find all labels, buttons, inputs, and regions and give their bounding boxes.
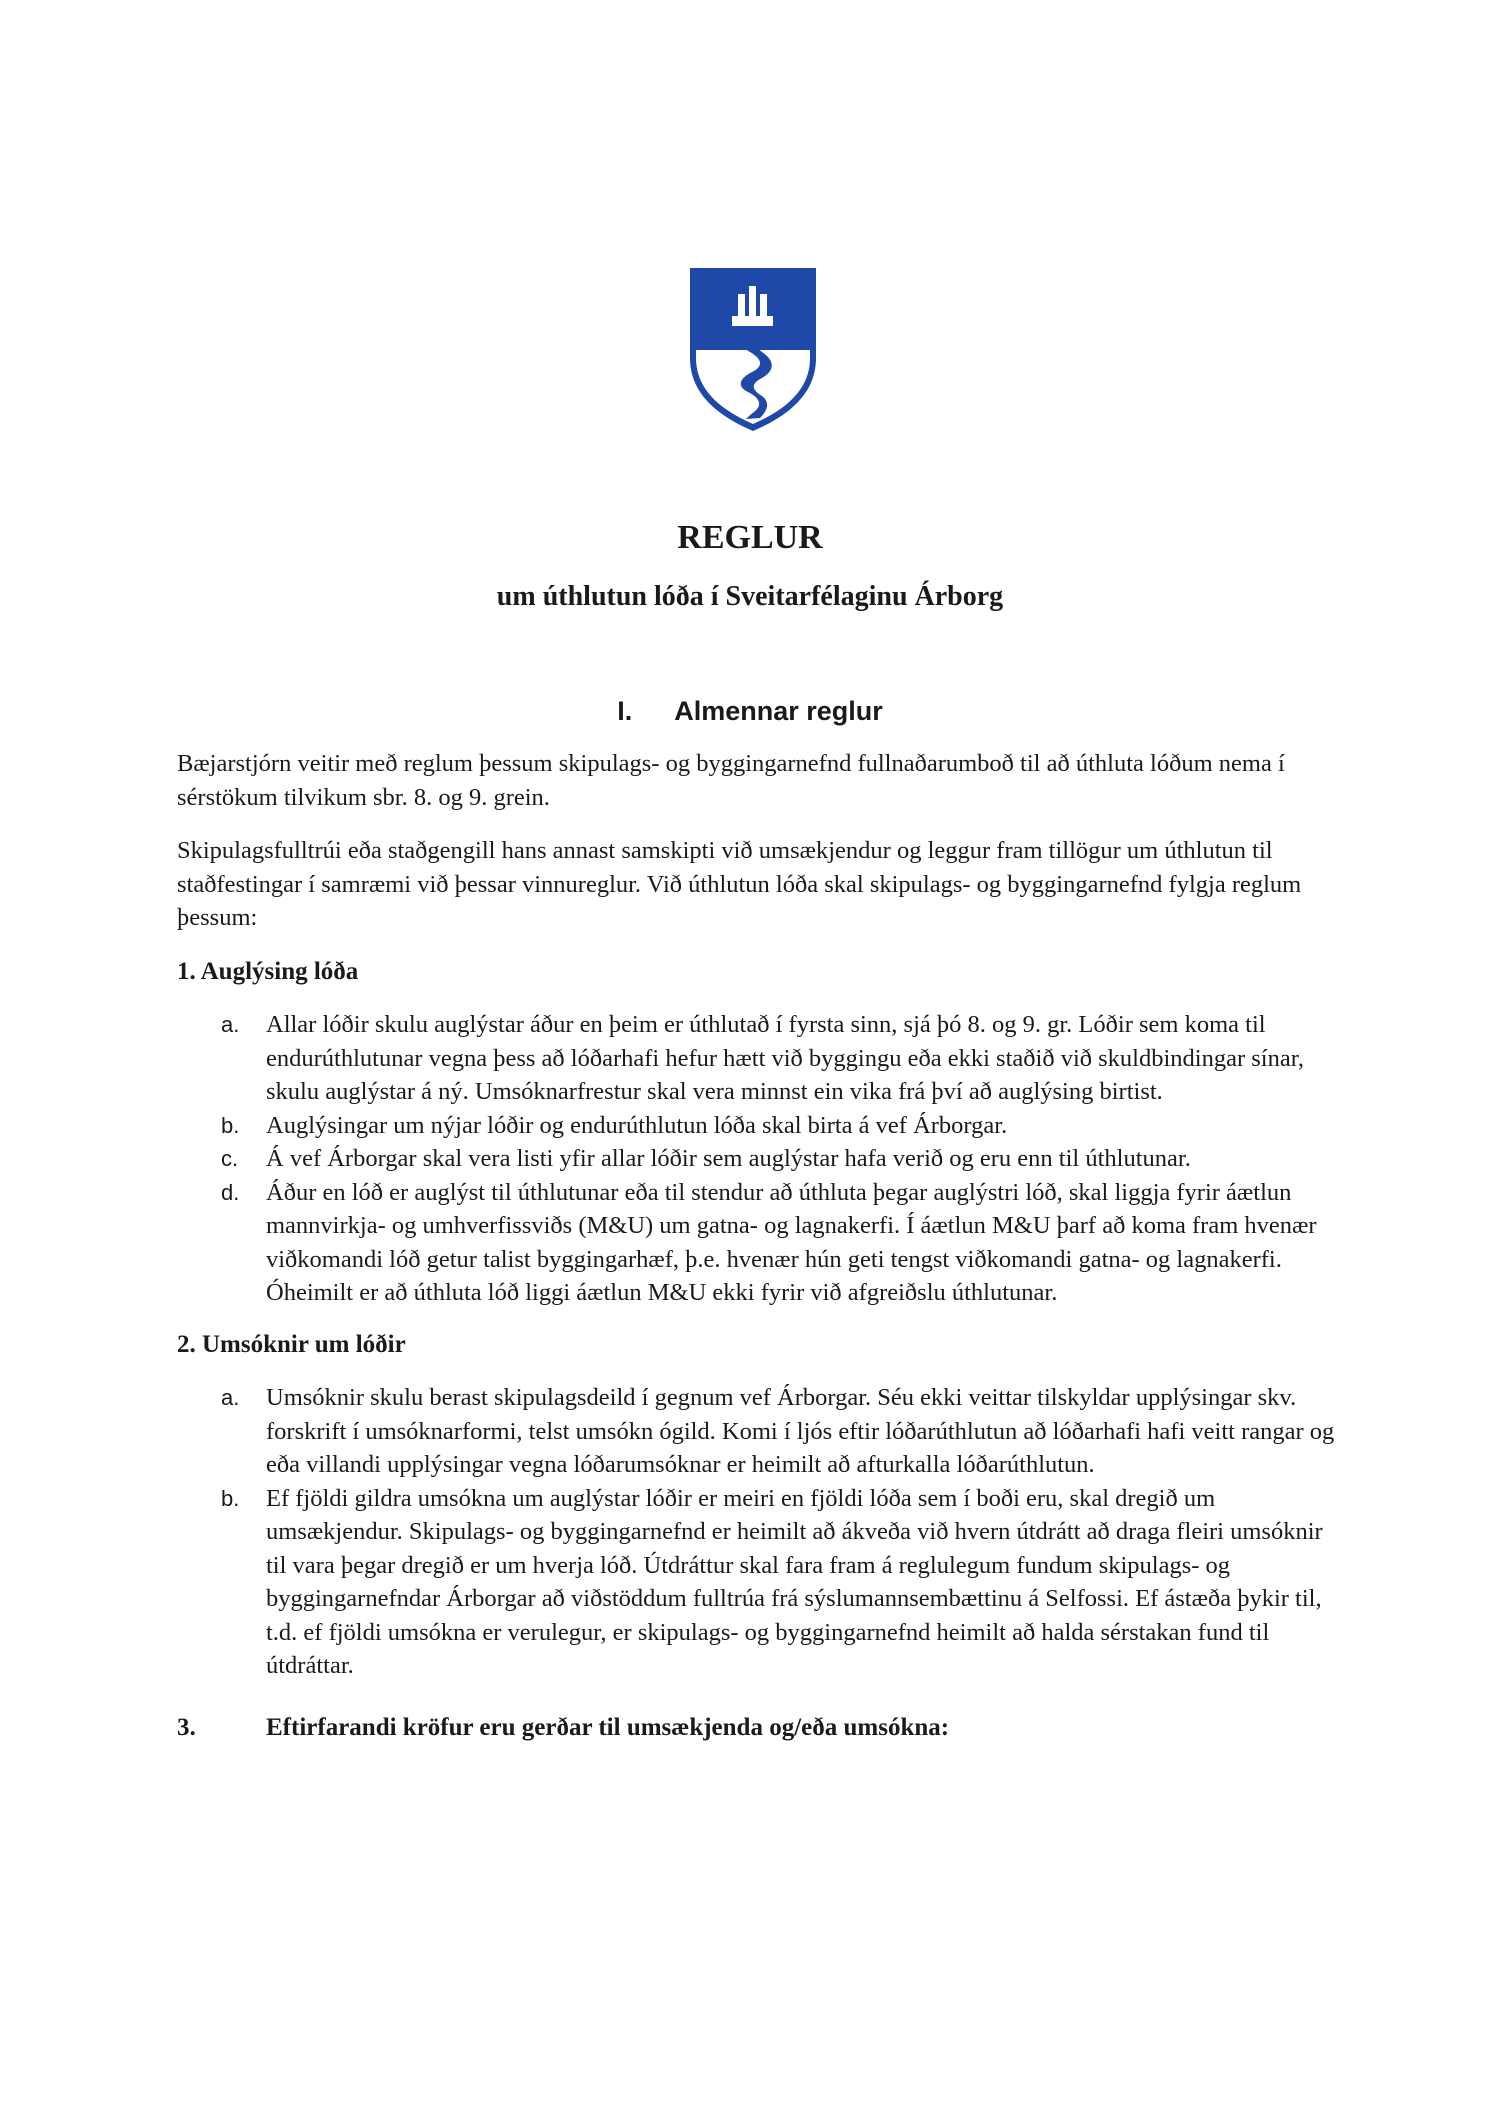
list-item-text: Áður en lóð er auglýst til úthlutunar eða til stendur að úthluta þegar auglýstri lóð, skal liggja fyrir áætlun mannvirkja- og umhverfissviðs (M&U) um gatna- og lagnakerfi. Í áætlun M&U þarf að koma fram hvenær viðkomandi lóð getur talist byggingarhæf, þ.e. hvenær hún geti tengst viðkomandi gatna- og lagnakerfi. Óheimilt er að úthluta lóð liggi áætlun M&U ekki fyrir við afgreiðslu úthlutunar. bbox=[266, 1178, 1317, 1306]
list-item-letter: a. bbox=[221, 1012, 240, 1037]
section-3-heading bbox=[177, 1711, 1337, 1745]
list-item-letter: a. bbox=[221, 1385, 240, 1410]
list-item-text: Umsóknir skulu berast skipulagsdeild í gegnum vef Árborgar. Séu ekki veittar tilskyldar upplýsingar skv. forskrift í umsóknarformi, telst umsókn ógild. Komi í ljós eftir lóðarúthlutun að lóðarhafi hafi veitt rangar og eða villandi upplýsingar vegna lóðarumsóknar er heimilt að afturkalla lóðarúthlutun. bbox=[266, 1384, 1335, 1478]
list-item-text: Á vef Árborgar skal vera listi yfir allar lóðir sem auglýstar hafa verið og eru enn til úthlutunar. bbox=[266, 1145, 1191, 1172]
list-item bbox=[177, 1381, 1337, 1482]
list-item-text: Allar lóðir skulu auglýstar áður en þeim er úthlutað í fyrsta sinn, sjá þó 8. og 9. gr. Lóðir sem koma til endurúthlutunar vegna þess að lóðarhafi hefur hætt við byggingu eða ekki staðið við skuldbindingar sínar, skulu auglýstar á ný. Umsóknarfrestur skal vera minnst ein vika frá því að auglýsing birtist. bbox=[266, 1011, 1305, 1105]
list-item-text: Ef fjöldi gildra umsókna um auglýstar lóðir er meiri en fjöldi lóða sem í boði eru, skal dregið um umsækjendur. Skipulags- og byggingarnefnd er heimilt að ákveða við hvern útdrátt að draga fleiri umsóknir til vara þegar dregið er um hverja lóð. Útdráttur skal fara fram á reglulegum fundum skipulags- og byggingarnefndar Árborgar að viðstöddum fulltrúa frá sýslumannsembættinu á Selfossi. Ef ástæða þykir til, t.d. ef fjöldi umsókna er verulegur, er skipulags- og byggingarnefnd heimilt að halda sérstakan fund til útdráttar. bbox=[266, 1484, 1323, 1679]
crest-logo bbox=[688, 266, 818, 433]
list-item bbox=[177, 1176, 1337, 1310]
section-heading: 2. Umsóknir um lóðir bbox=[177, 1330, 406, 1358]
chapter-heading bbox=[0, 691, 1500, 731]
page-title: REGLUR bbox=[677, 519, 823, 556]
section-heading: 1. Auglýsing lóða bbox=[177, 957, 359, 985]
list-item bbox=[177, 1142, 1337, 1176]
intro-paragraph: Skipulagsfulltrúi eða staðgengill hans annast samskipti við umsækjendur og leggur fram tillögur um úthlutun til staðfestingar í samræmi við þessar vinnureglur. Við úthlutun lóða skal skipulags- og byggingarnefnd fylgja reglum þessum: bbox=[177, 837, 1302, 931]
intro-paragraph: Bæjarstjórn veitir með reglum þessum skipulags- og byggingarnefnd fullnaðarumboð til að úthluta lóðum nema í sérstökum tilvikum sbr. 8. og 9. grein. bbox=[177, 750, 1285, 811]
section-3-text: Eftirfarandi kröfur eru gerðar til umsækjenda og/eða umsókna: bbox=[266, 1713, 950, 1741]
list-item bbox=[177, 1008, 1337, 1109]
list-item-text: Auglýsingar um nýjar lóðir og endurúthlutun lóða skal birta á vef Árborgar. bbox=[266, 1111, 1008, 1139]
list-item bbox=[177, 1482, 1337, 1683]
list-item-letter: d. bbox=[221, 1179, 240, 1205]
list-item-letter: b. bbox=[221, 1112, 240, 1138]
document-body bbox=[177, 747, 1337, 1744]
chapter-number: I. bbox=[617, 696, 633, 726]
page-subtitle: um úthlutun lóða í Sveitarfélaginu Árborg bbox=[496, 581, 1004, 612]
section-list bbox=[177, 1008, 1337, 1310]
chapter-title: Almennar reglur bbox=[674, 696, 883, 726]
section-3-number: 3. bbox=[177, 1713, 196, 1741]
list-item-letter: c. bbox=[221, 1146, 239, 1171]
list-item-letter: b. bbox=[221, 1485, 240, 1511]
section-list bbox=[177, 1381, 1337, 1683]
list-item bbox=[177, 1109, 1337, 1143]
